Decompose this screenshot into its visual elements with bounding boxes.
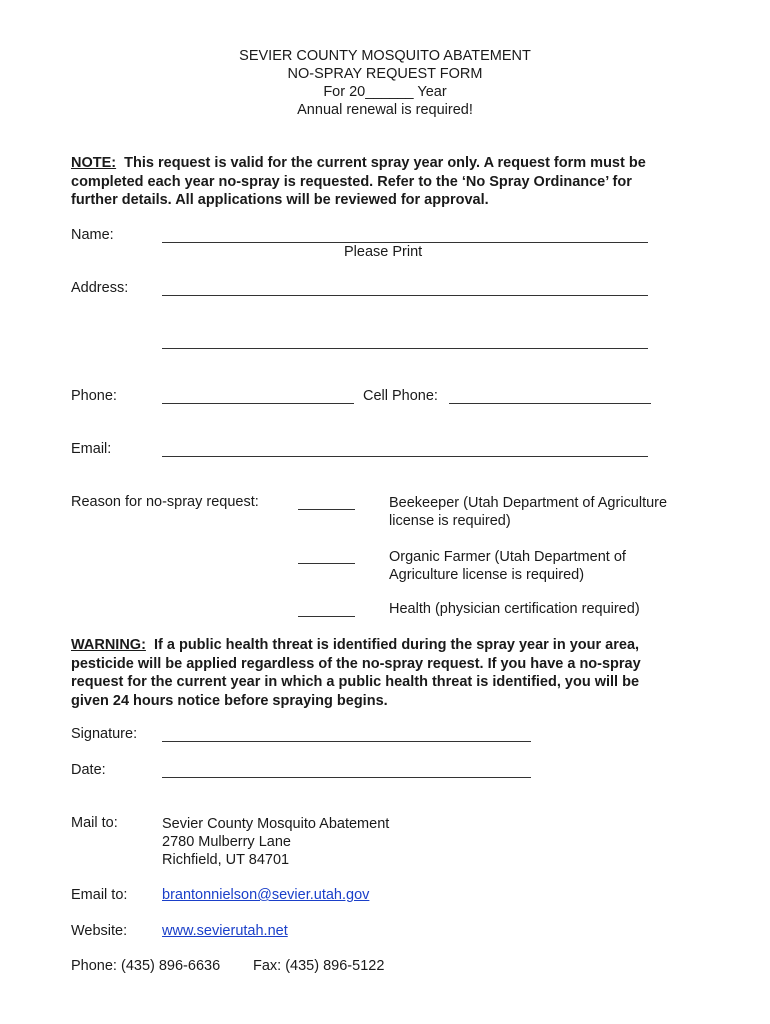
- reason-organic-line-1: Organic Farmer (Utah Department of: [389, 549, 626, 565]
- email-label: Email:: [71, 441, 112, 457]
- footer-fax: Fax: (435) 896-5122: [253, 958, 385, 974]
- reason-beekeeper-line-2: license is required): [389, 513, 511, 529]
- note-line-3: further details. All applications will be reviewed for approval.: [71, 192, 489, 208]
- mail-address-line-3: Richfield, UT 84701: [162, 852, 290, 868]
- warning-line-1: If a public health threat is identified during the spray year in your area,: [153, 637, 640, 653]
- warning-paragraph: [71, 636, 711, 710]
- note-paragraph: [71, 154, 711, 210]
- warning-line-3: request for the current year in which a public health threat is identified, you will be: [71, 674, 640, 690]
- form-title: NO-SPRAY REQUEST FORM: [287, 66, 483, 82]
- reason-organic-line-2: Agriculture license is required): [389, 567, 585, 583]
- mail-address-line-1: Sevier County Mosquito Abatement: [162, 816, 390, 832]
- address-label: Address:: [71, 280, 129, 296]
- email-to-label: Email to:: [71, 887, 128, 903]
- cell-phone-field[interactable]: [449, 403, 651, 404]
- please-print-hint: Please Print: [344, 244, 423, 260]
- note-line-2: completed each year no-spray is requested. Refer to the ‘No Spray Ordinance’ for: [71, 173, 632, 190]
- address-field-line-1[interactable]: [162, 295, 648, 296]
- phone-field[interactable]: [162, 403, 354, 404]
- reason-beekeeper: [389, 494, 667, 530]
- mailing-address: [162, 815, 389, 869]
- cell-phone-label: Cell Phone:: [363, 388, 438, 404]
- email-link[interactable]: brantonnielson@sevier.utah.gov: [162, 887, 370, 903]
- health-checkbox[interactable]: [298, 616, 355, 617]
- reason-health: Health (physician certification required): [389, 601, 640, 617]
- reason-organic-farmer: [389, 548, 626, 584]
- organic-farmer-checkbox[interactable]: [298, 563, 355, 564]
- warning-line-4: given 24 hours notice before spraying begins.: [71, 692, 388, 709]
- email-field[interactable]: [162, 456, 648, 457]
- name-label: Name:: [71, 227, 114, 243]
- website-label: Website:: [71, 923, 128, 939]
- address-field-line-2[interactable]: [162, 348, 648, 349]
- footer-phone: Phone: (435) 896-6636: [71, 958, 221, 974]
- reason-label: Reason for no-spray request:: [71, 494, 259, 510]
- warning-label: WARNING:: [71, 637, 146, 653]
- signature-field[interactable]: [162, 741, 531, 742]
- date-label: Date:: [71, 762, 106, 778]
- name-field[interactable]: [162, 242, 648, 243]
- note-label: NOTE:: [71, 155, 117, 171]
- form-year: For 20______ Year: [323, 84, 447, 100]
- date-field[interactable]: [162, 777, 531, 778]
- mail-address-line-2: 2780 Mulberry Lane: [162, 834, 291, 850]
- beekeeper-checkbox[interactable]: [298, 509, 355, 510]
- note-line-1: This request is valid for the current spray year only. A request form must be: [124, 155, 646, 171]
- form-title-agency: SEVIER COUNTY MOSQUITO ABATEMENT: [239, 48, 531, 64]
- signature-label: Signature:: [71, 726, 138, 742]
- renewal-notice: Annual renewal is required!: [297, 102, 473, 118]
- reason-beekeeper-line-1: Beekeeper (Utah Department of Agriculture: [389, 495, 668, 511]
- website-link[interactable]: www.sevierutah.net: [162, 923, 288, 939]
- phone-label: Phone:: [71, 388, 117, 404]
- mail-to-label: Mail to:: [71, 815, 118, 831]
- warning-line-2: pesticide will be applied regardless of the no-spray request. If you have a no-spray: [71, 655, 641, 672]
